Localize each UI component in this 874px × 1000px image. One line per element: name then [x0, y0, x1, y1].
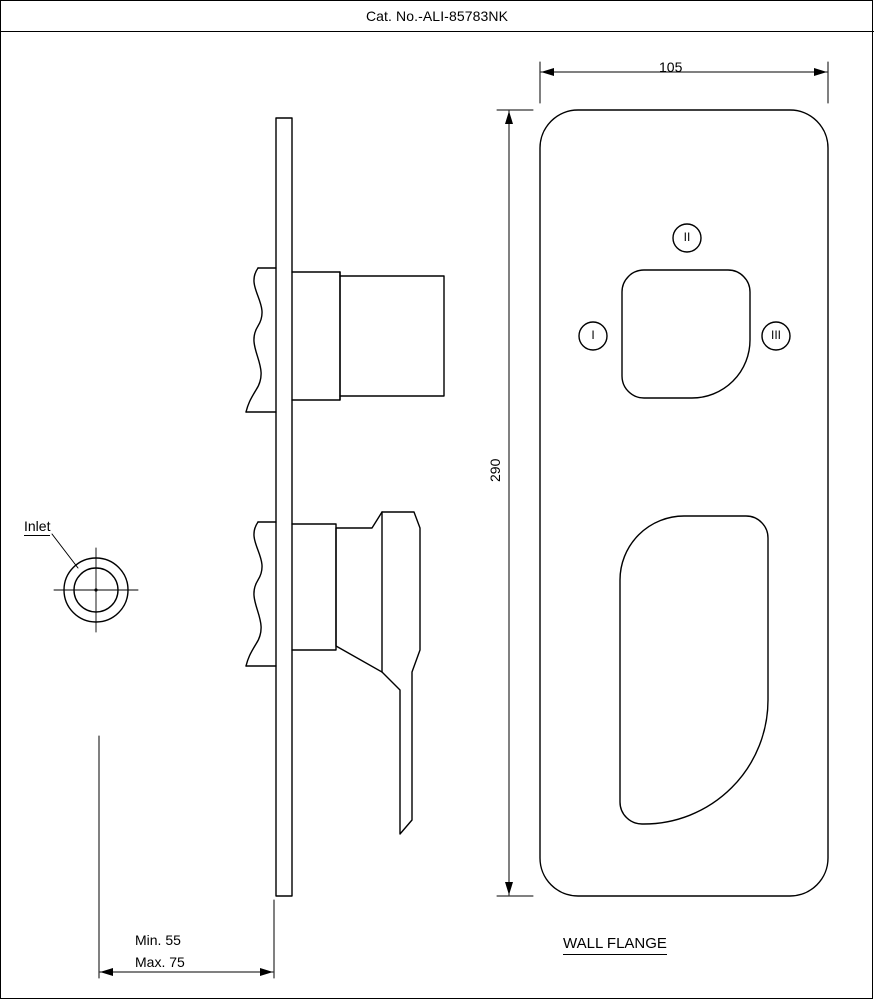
port-marker-two-label: II [683, 230, 691, 244]
dimension-290-label: 290 [487, 458, 503, 482]
inlet-view [52, 534, 138, 632]
wall-flange-label [563, 935, 667, 952]
dimension-290 [497, 110, 533, 896]
break-line-lower [246, 522, 276, 666]
dimension-105-label: 105 [659, 59, 683, 75]
lever-handle-shape [620, 516, 768, 824]
wall-flange-outline [540, 110, 828, 896]
dimension-105 [540, 62, 828, 103]
port-marker-one-label: I [591, 328, 595, 342]
projection-max-label: Max. 75 [135, 954, 185, 970]
diverter-body-side [292, 272, 444, 400]
port-marker-three-label: III [770, 328, 781, 342]
lever-body-side [292, 512, 420, 834]
diverter-handle-shape [622, 270, 750, 398]
projection-min-label: Min. 55 [135, 932, 181, 948]
break-line-upper [246, 268, 276, 412]
inlet-label [24, 518, 50, 534]
dimension-projection [99, 736, 274, 978]
wall-flange-label-text: WALL FLANGE [563, 935, 667, 955]
catalog-number: Cat. No.-ALI-85783NK [365, 8, 509, 24]
wall-plate-section [276, 118, 292, 896]
inlet-label-text: Inlet [24, 518, 51, 534]
